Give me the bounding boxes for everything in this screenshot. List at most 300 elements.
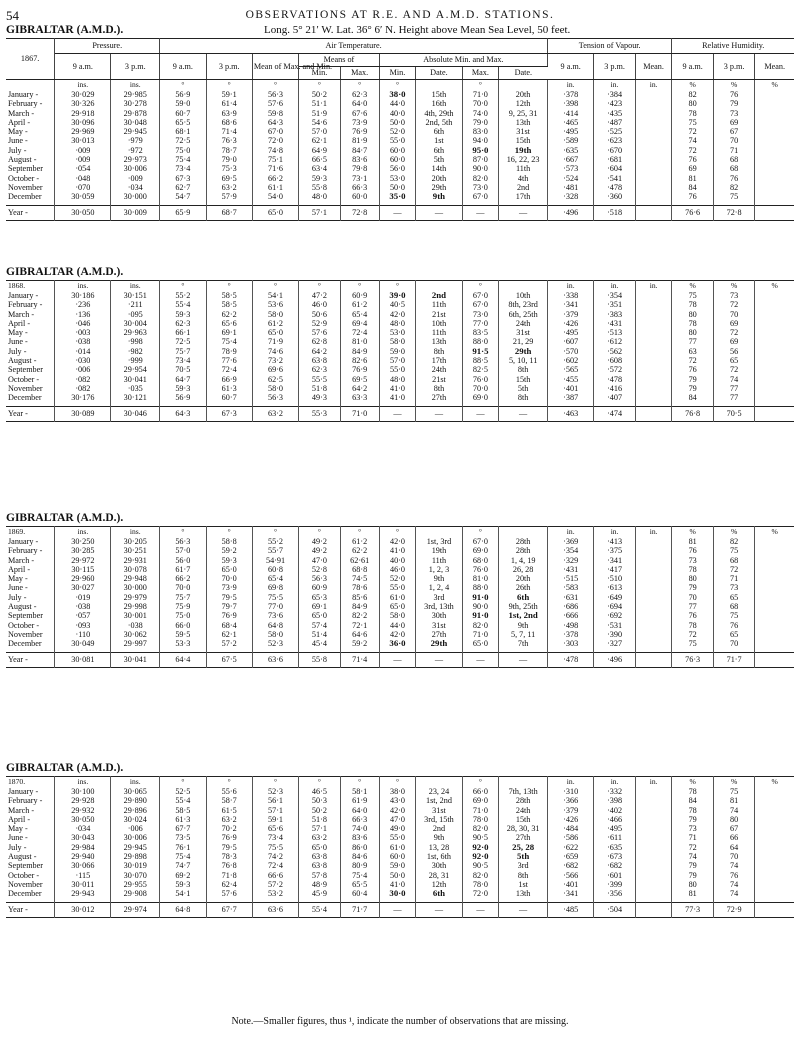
data-cell: 65·6 [252,824,298,833]
summary-cell: 67·5 [206,652,252,667]
month-row [6,109,794,118]
data-cell: 70·2 [206,824,252,833]
data-cell: 56·9 [160,90,206,99]
data-cell: 69·5 [206,174,252,183]
data-cell: 86·0 [340,843,379,852]
data-cell: 77 [672,337,713,346]
data-cell: 74·8 [252,146,298,155]
data-cell: ·481 [548,183,594,192]
data-cell: 29·928 [55,796,111,805]
data-cell: ·431 [548,565,594,574]
data-cell: 73·1 [340,174,379,183]
data-cell: 76·0 [462,375,499,384]
summary-cell: — [462,902,499,917]
data-cell: ·623 [594,136,635,145]
month-label: August - [6,602,55,611]
summary-cell: 71·0 [340,406,379,421]
data-cell: 13th [499,889,548,902]
summary-cell: 30·081 [55,652,111,667]
month-label: January - [6,90,55,99]
data-cell: 30·078 [111,565,160,574]
data-cell: 81 [713,796,754,805]
data-cell: 63·2 [206,183,252,192]
data-cell: 20th [416,174,462,183]
data-cell: 58·5 [206,291,252,300]
data-cell: 53·0 [379,328,416,337]
data-cell: 75·3 [206,164,252,173]
month-row [6,146,794,155]
month-row [6,565,794,574]
unit-cell: % [672,80,713,91]
data-cell [755,365,794,374]
month-label: May - [6,328,55,337]
data-cell: 59·3 [299,174,340,183]
data-cell: 29·918 [55,109,111,118]
temp-9am-header: 9 a.m. [160,54,206,80]
data-cell [635,393,672,406]
month-label: January - [6,787,55,796]
data-cell: 39·0 [379,291,416,300]
data-cell: ·046 [55,319,111,328]
data-cell: 48·0 [379,375,416,384]
summary-cell: ·485 [548,902,594,917]
data-cell: 54·91 [252,556,298,565]
data-cell: 72 [672,843,713,852]
data-cell: ·093 [55,621,111,630]
data-cell: ·034 [111,183,160,192]
data-cell: 11th [416,556,462,565]
units-row [6,777,794,788]
means-max-header: Max. [340,67,379,80]
data-cell: 80 [672,574,713,583]
data-cell: 63·8 [299,356,340,365]
data-cell [755,556,794,565]
data-cell: ·014 [55,347,111,356]
data-cell [635,574,672,583]
data-cell: 69·0 [462,546,499,555]
data-cell: 75·5 [252,843,298,852]
data-cell: 76 [672,155,713,164]
summary-cell: — [379,902,416,917]
data-cell: 40·0 [379,556,416,565]
month-label: July - [6,843,55,852]
data-cell: 64·3 [252,118,298,127]
month-row [6,787,794,796]
summary-cell: ·463 [548,406,594,421]
data-cell: ·613 [594,583,635,592]
data-cell: ·366 [548,796,594,805]
month-row [6,806,794,815]
month-row [6,639,794,652]
data-cell: 29·940 [55,852,111,861]
year-summary-label: Year - [6,406,55,421]
data-cell: 63·2 [206,815,252,824]
data-cell: 84·9 [340,347,379,356]
data-cell: ·082 [55,375,111,384]
data-cell: 4th [499,174,548,183]
month-row [6,871,794,880]
data-cell: 29th [499,347,548,356]
month-row [6,174,794,183]
data-cell [635,602,672,611]
unit-cell: ins. [111,777,160,788]
data-cell: 1st [499,880,548,889]
data-cell: 76·9 [206,611,252,620]
unit-cell: ° [252,777,298,788]
data-cell: 76·1 [160,843,206,852]
month-label: January - [6,537,55,546]
data-cell: 70·0 [462,99,499,108]
data-cell [635,639,672,652]
data-cell: ·586 [548,833,594,842]
data-cell: 73 [713,291,754,300]
data-cell: 5, 7, 11 [499,630,548,639]
summary-cell: — [416,205,462,220]
data-cell [755,824,794,833]
data-cell [635,356,672,365]
data-cell: ·666 [548,611,594,620]
data-cell: 64·8 [252,621,298,630]
data-cell: 61·0 [379,593,416,602]
data-cell: 30·121 [111,393,160,406]
data-cell: 66·0 [160,621,206,630]
data-cell: 30·186 [55,291,111,300]
data-cell [755,871,794,880]
data-cell: 76 [672,192,713,205]
data-cell: 75·5 [252,593,298,602]
unit-cell: ° [206,777,252,788]
month-row [6,127,794,136]
data-cell: 74·6 [252,347,298,356]
summary-cell: 30·046 [111,406,160,421]
data-cell: 24th [499,806,548,815]
summary-cell: 63·6 [252,652,298,667]
humidity-mean-header: Mean. [755,54,794,80]
data-cell [755,127,794,136]
data-cell: ·426 [548,319,594,328]
observations-table [6,526,794,668]
data-cell: 65 [713,356,754,365]
data-cell: 67·0 [462,300,499,309]
data-cell: 60·9 [340,291,379,300]
data-cell [635,90,672,99]
summary-cell: 71·7 [340,902,379,917]
month-label: September [6,164,55,173]
data-cell: 48·9 [299,880,340,889]
data-cell: ·659 [548,852,594,861]
month-label: February - [6,99,55,108]
data-cell: ·416 [594,384,635,393]
data-cell: 41·0 [379,393,416,406]
unit-cell: in. [548,777,594,788]
unit-cell: ° [299,777,340,788]
data-cell [635,347,672,356]
data-cell: 70 [713,852,754,861]
data-cell: ·211 [111,300,160,309]
data-cell: 65·3 [299,593,340,602]
summary-cell: — [379,652,416,667]
data-cell: 94·0 [462,136,499,145]
data-cell [755,806,794,815]
data-cell: 76·9 [340,127,379,136]
data-cell: 66·3 [340,183,379,192]
unit-cell: ° [340,777,379,788]
month-label: July - [6,146,55,155]
data-cell: 19th [416,546,462,555]
summary-cell: — [379,406,416,421]
data-cell: 8th [416,347,462,356]
month-label: March - [6,109,55,118]
year-summary-label: Year - [6,652,55,667]
data-cell: 59·0 [379,861,416,870]
data-cell: 80 [672,310,713,319]
data-cell: 56·3 [252,90,298,99]
data-cell: 54·6 [299,118,340,127]
data-cell: 84 [672,393,713,406]
summary-cell: ·496 [594,652,635,667]
data-cell: ·383 [594,310,635,319]
data-cell: 49·2 [299,546,340,555]
data-cell: 76·0 [462,565,499,574]
data-cell: 84 [672,796,713,805]
data-cell: ·572 [594,365,635,374]
data-cell: 65 [713,593,754,602]
data-cell: 72·0 [462,889,499,902]
data-cell: 52·3 [252,639,298,652]
data-cell: ·465 [548,118,594,127]
data-cell [755,852,794,861]
pressure-header: Pressure. [55,39,160,54]
humidity-3pm-header: 3 p.m. [713,54,754,80]
data-cell: 75·4 [340,871,379,880]
summary-cell: — [499,406,548,421]
data-cell [755,384,794,393]
data-cell [635,164,672,173]
data-cell: 52·8 [299,565,340,574]
data-cell: 66·0 [462,787,499,796]
data-cell: 21st [416,375,462,384]
data-cell [635,824,672,833]
data-cell: ·038 [55,337,111,346]
data-cell: 55·0 [379,365,416,374]
data-cell: 11th [416,328,462,337]
data-cell: 65·5 [340,880,379,889]
data-cell: 64·2 [299,347,340,356]
data-cell: 61·2 [252,319,298,328]
summary-cell [755,902,794,917]
data-cell [635,621,672,630]
data-cell: 82·5 [462,365,499,374]
data-cell: 67·0 [252,127,298,136]
data-cell: ·375 [594,546,635,555]
data-cell: ·038 [55,602,111,611]
data-cell: ·979 [111,136,160,145]
data-cell: 65 [713,630,754,639]
data-cell: 36·0 [379,639,416,652]
data-cell: 46·0 [299,300,340,309]
data-cell: 30·151 [111,291,160,300]
data-cell: 29·969 [55,127,111,136]
data-cell: 76 [713,871,754,880]
tension-3pm-header: 3 p.m. [594,54,635,80]
month-row [6,824,794,833]
data-cell: 1st, 6th [416,852,462,861]
data-cell [635,118,672,127]
unit-cell: in. [594,527,635,538]
summary-cell: ·496 [548,205,594,220]
data-cell: 74·5 [340,574,379,583]
data-cell: 82·0 [462,824,499,833]
data-cell: 1st, 3rd [416,537,462,546]
data-cell: 92·0 [462,852,499,861]
data-cell: 69 [713,118,754,127]
data-cell: 17th [416,356,462,365]
data-cell: 30·041 [111,375,160,384]
month-row [6,861,794,870]
data-cell: 73·4 [160,356,206,365]
data-cell: ·573 [548,164,594,173]
data-cell: 52·5 [160,787,206,796]
month-row [6,593,794,602]
data-cell: 83·6 [340,833,379,842]
data-cell: 73·5 [160,833,206,842]
month-label: December [6,639,55,652]
data-cell: 75 [713,787,754,796]
data-cell: 73 [672,824,713,833]
data-cell: 31st [416,806,462,815]
observations-table [6,776,794,918]
data-cell [755,889,794,902]
data-cell [755,574,794,583]
data-cell: 5th [499,852,548,861]
data-cell: 45·9 [299,889,340,902]
data-cell: 29·948 [111,574,160,583]
data-cell: ·531 [594,621,635,630]
data-cell: 41·0 [379,880,416,889]
data-cell: 77·0 [252,602,298,611]
data-cell [635,375,672,384]
data-cell: 75·4 [160,155,206,164]
data-cell: ·057 [55,611,111,620]
data-cell [635,319,672,328]
data-cell: 64·0 [340,806,379,815]
data-cell: 41·0 [379,546,416,555]
summary-cell: ·474 [594,406,635,421]
data-cell: 72 [713,365,754,374]
data-cell: 77 [672,602,713,611]
data-cell: ·562 [594,347,635,356]
data-cell: 75 [713,611,754,620]
month-label: May - [6,824,55,833]
data-cell [755,843,794,852]
data-cell: 47·2 [299,291,340,300]
data-cell [635,146,672,155]
data-cell: 65·0 [299,611,340,620]
data-cell: 67·3 [160,174,206,183]
unit-cell: ° [379,80,416,91]
data-cell: 58·0 [379,337,416,346]
month-label: November [6,384,55,393]
data-cell: 50·0 [379,118,416,127]
abs-min-header: Min. [379,67,416,80]
summary-cell: 55·8 [299,652,340,667]
year-label: 1868. [6,281,55,292]
data-cell: 31st [416,621,462,630]
month-label: July - [6,347,55,356]
summary-cell: 30·089 [55,406,111,421]
data-cell: 62·7 [160,183,206,192]
humidity-9am-header: 9 a.m. [672,54,713,80]
data-cell: 70·0 [462,384,499,393]
data-cell [635,787,672,796]
data-cell: 66·6 [252,871,298,880]
data-cell: 2nd, 5th [416,118,462,127]
data-cell: ·402 [594,806,635,815]
data-cell: 78 [672,806,713,815]
data-cell: ·070 [55,183,111,192]
data-cell: 84·9 [340,602,379,611]
data-cell: 30·001 [111,611,160,620]
data-cell: 72 [713,328,754,337]
data-cell [635,796,672,805]
data-cell: 64·0 [340,99,379,108]
unit-cell: ° [206,80,252,91]
data-cell: 29·945 [111,843,160,852]
data-cell: 73·6 [252,611,298,620]
data-cell: 59·3 [160,880,206,889]
summary-cell: 76·6 [672,205,713,220]
data-cell: 45·4 [299,639,340,652]
data-cell [635,833,672,842]
data-cell: ·694 [594,602,635,611]
summary-cell: 30·041 [111,652,160,667]
data-cell: 30·024 [111,815,160,824]
data-cell: 82·0 [462,174,499,183]
data-cell: 30·250 [55,537,111,546]
data-cell: 16, 22, 23 [499,155,548,164]
data-cell: 78 [672,565,713,574]
data-cell: 80 [672,880,713,889]
section-1869 [6,510,794,668]
data-cell: 59·8 [252,109,298,118]
data-cell: 63·9 [206,109,252,118]
data-cell: 56·0 [160,556,206,565]
data-cell: ·972 [111,146,160,155]
data-cell: 1st, 2nd [499,611,548,620]
data-cell: 63·4 [299,164,340,173]
data-cell: 72·4 [340,328,379,337]
data-cell: 30·006 [111,164,160,173]
data-cell: 28th [499,796,548,805]
data-cell [755,375,794,384]
data-cell: 92·0 [462,843,499,852]
data-cell [635,889,672,902]
data-cell: ·608 [594,356,635,365]
unit-cell: % [672,281,713,292]
data-cell: ·030 [55,356,111,365]
data-cell: 48·0 [379,319,416,328]
month-label: February - [6,300,55,309]
tension-9am-header: 9 a.m. [548,54,594,80]
data-cell: 65·4 [340,310,379,319]
data-cell: 78 [672,300,713,309]
year-label [6,80,55,91]
month-row [6,192,794,205]
data-cell: 71·6 [252,164,298,173]
unit-cell: ins. [55,777,111,788]
data-cell: 25, 28 [499,843,548,852]
data-cell: 51·1 [299,99,340,108]
